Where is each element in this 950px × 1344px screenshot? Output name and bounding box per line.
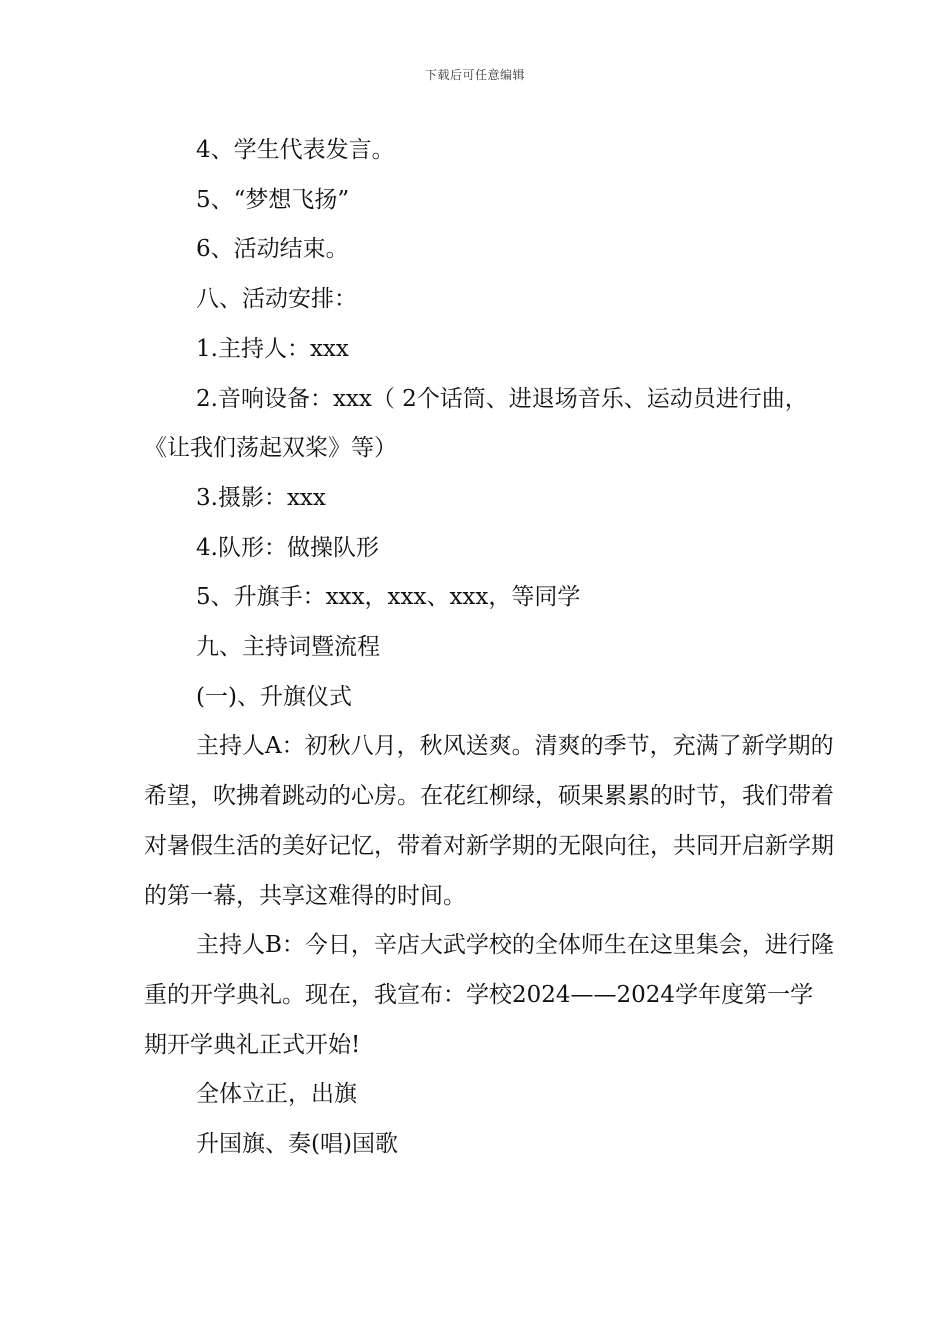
body-paragraph: 主持人B：今日，辛店大武学校的全体师生在这里集会，进行隆重的开学典礼。现在，我宣布：学校2024——2024学年度第一学期开学典礼正式开始!: [144, 932, 834, 1058]
section-heading: 九、主持词暨流程: [196, 634, 380, 661]
list-item: 5、“梦想飞扬”: [196, 186, 350, 213]
section-heading: 八、活动安排：: [196, 286, 357, 313]
list-item: 4、学生代表发言。: [196, 137, 395, 163]
body-paragraph: 全体立正，出旗: [196, 1081, 357, 1108]
list-item: 6、活动结束。: [196, 236, 349, 263]
page-header: 下载后可任意编辑: [424, 68, 525, 82]
body-paragraph: 主持人A：初秋八月，秋风送爽。清爽的季节，充满了新学期的希望，吹拂着跳动的心房。在花红柳绿，硕果累累的时节，我们带着对暑假生活的美好记忆，带着对新学期的无限向往，共同开启新学期的第一幕，共享这难得的时间。: [144, 733, 834, 909]
list-item: 4.队形：做操队形: [196, 534, 379, 561]
list-item: 2.音响设备：xxx（ 2个话筒、进退场音乐、运动员进行曲，《让我们荡起双桨》等）: [144, 385, 808, 462]
list-item: 3.摄影：xxx: [196, 484, 326, 511]
body-paragraph: 升国旗、奏(唱)国歌: [196, 1131, 398, 1158]
subsection-heading: (一)、升旗仪式: [196, 683, 352, 710]
document-body: [144, 126, 834, 1170]
list-item: 5、升旗手：xxx，xxx、xxx，等同学: [196, 584, 581, 611]
list-item: 1.主持人：xxx: [196, 335, 349, 362]
